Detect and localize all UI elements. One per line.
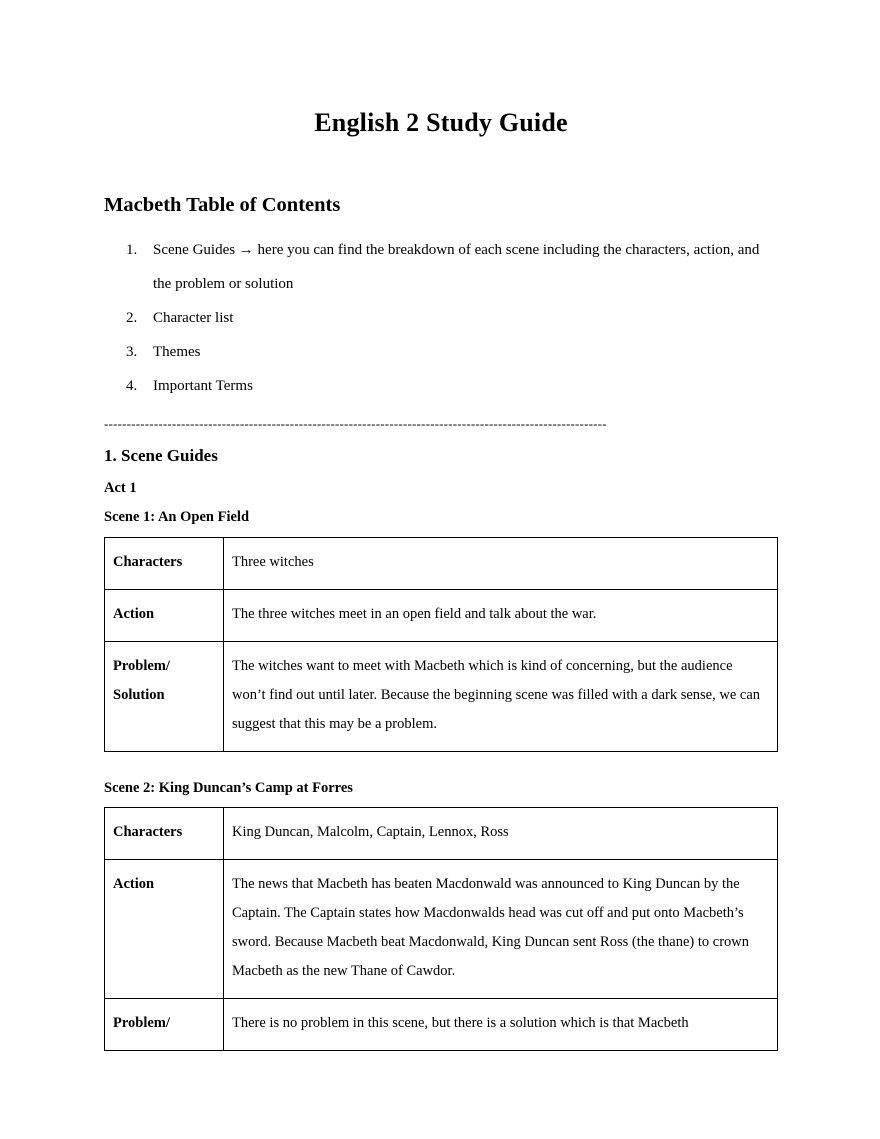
scene-2-table (104, 807, 778, 1051)
row-content: King Duncan, Malcolm, Captain, Lennox, Ross (224, 808, 778, 860)
list-item-label: Themes (153, 344, 201, 361)
scene-guides-heading: 1. Scene Guides (104, 446, 218, 466)
table-of-contents-list (104, 217, 778, 403)
list-item-label: Character list (153, 310, 234, 327)
row-content: There is no problem in this scene, but there is a solution which is that Macbeth (224, 999, 778, 1051)
table-row (105, 999, 778, 1051)
list-item-number: 2. (126, 310, 138, 327)
row-label-line2: Solution (113, 686, 165, 703)
table-row (105, 860, 778, 999)
row-content: The news that Macbeth has beaten Macdonwald was announced to King Duncan by the Captain. The Captain states how Macdonwalds head was cut off and put onto Macbeth’s sword. Because Macbeth beat Macdonwald, King Duncan sent Ross (the thane) to crown Macbeth as the new Thane of Cawdor. (224, 860, 778, 999)
scene-1-table (104, 537, 778, 752)
row-label: Characters (105, 808, 224, 860)
table-row (105, 537, 778, 589)
page-content (104, 0, 778, 1051)
row-label: Action (105, 589, 224, 641)
row-content: The three witches meet in an open field and talk about the war. (224, 589, 778, 641)
scene-1-heading: Scene 1: An Open Field (104, 509, 250, 526)
toc-heading: Macbeth Table of Contents (104, 193, 341, 216)
section-divider: --------------------------------------------------------------------------------------------------------------- (104, 416, 607, 432)
row-content: The witches want to meet with Macbeth which is kind of concerning, but the audience won’t find out until later. Because the beginning scene was filled with a dark sense, we can suggest that this may be a problem. (224, 641, 778, 751)
list-item (104, 369, 778, 403)
row-label: Action (105, 860, 224, 999)
list-item (104, 301, 778, 335)
row-label-line1: Problem/ (113, 657, 170, 674)
list-item-number: 4. (126, 378, 138, 395)
list-item (104, 335, 778, 369)
table-row (105, 808, 778, 860)
list-item-number: 3. (126, 344, 138, 361)
row-content: Three witches (224, 537, 778, 589)
page-title: English 2 Study Guide (314, 108, 568, 137)
row-label: Characters (105, 537, 224, 589)
table-row (105, 589, 778, 641)
scene-2-heading: Scene 2: King Duncan’s Camp at Forres (104, 779, 353, 796)
act-heading: Act 1 (104, 479, 137, 496)
list-item-label: Scene Guides → here you can find the breakdown of each scene including the characters, action, and the problem or solution (153, 242, 760, 293)
list-item-label: Important Terms (153, 378, 253, 395)
list-item-number: 1. (126, 242, 138, 259)
row-label: Problem/ (105, 999, 224, 1051)
list-item (104, 233, 778, 301)
row-label (105, 641, 224, 751)
table-row (105, 641, 778, 751)
